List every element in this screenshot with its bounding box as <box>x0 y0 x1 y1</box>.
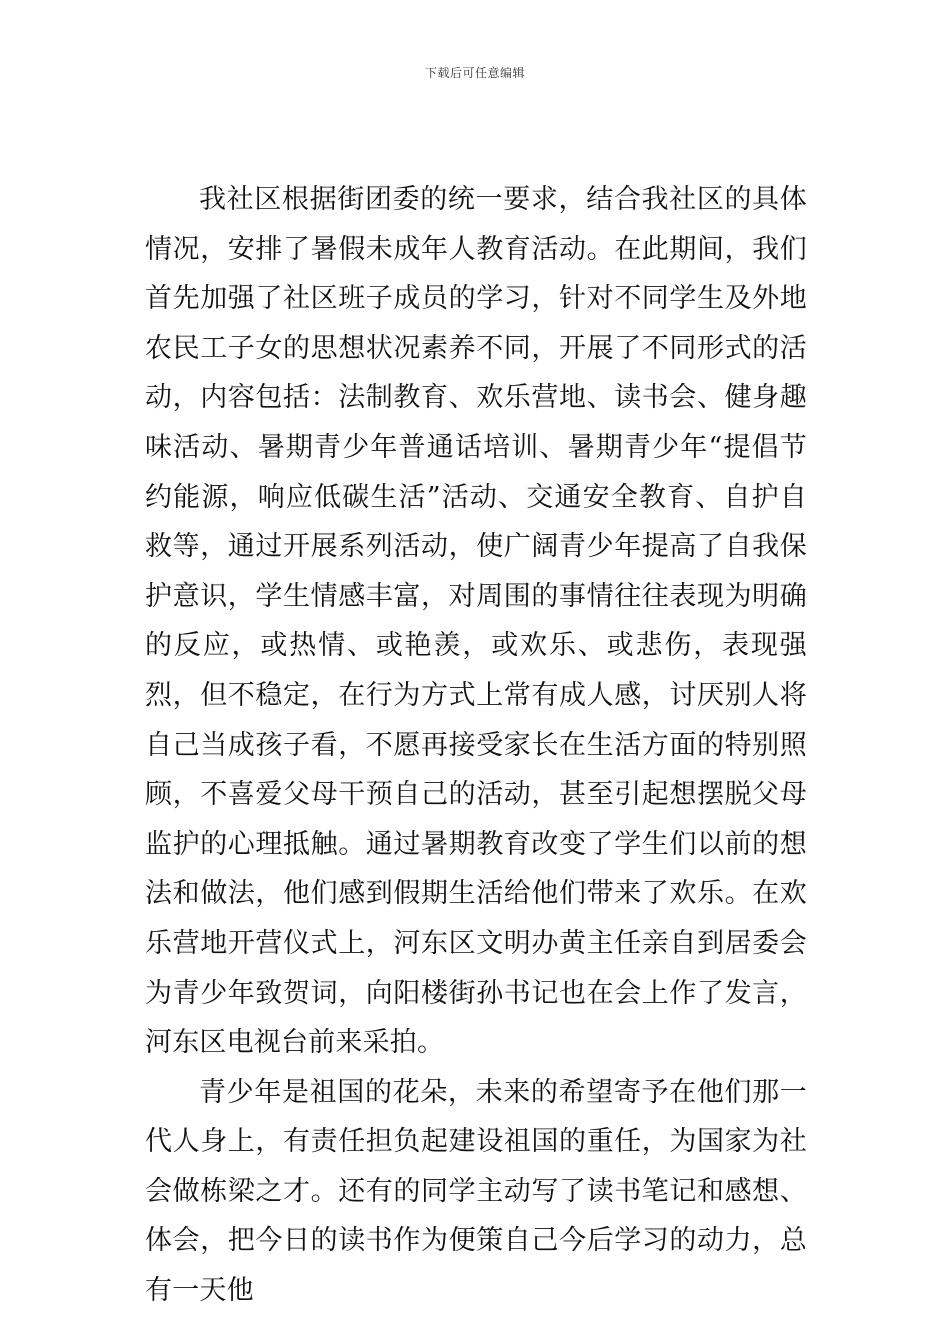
page-header: 下载后可任意编辑 <box>424 66 525 80</box>
document-body <box>145 175 807 1316</box>
paragraph-2: 青少年是祖国的花朵，未来的希望寄予在他们那一代人身上，有责任担负起建设祖国的重任，为国家为社会做栋梁之才。还有的同学主动写了读书笔记和感想、体会，把今日的读书作为便策自己今后学习的动力，总有一天他 <box>145 1076 807 1307</box>
paragraph-1: 我社区根据街团委的统一要求，结合我社区的具体情况，安排了暑假未成年人教育活动。在此期间，我们首先加强了社区班子成员的学习，针对不同学生及外地农民工子女的思想状况素养不同，开展了不同形式的活动，内容包括：法制教育、欢乐营地、读书会、健身趣味活动、暑期青少年普通话培训、暑期青少年“提倡节约能源，响应低碳生活”活动、交通安全教育、自护自救等，通过开展系列活动，使广阔青少年提高了自我保护意识，学生情感丰富，对周围的事情往往表现为明确的反应，或热情、或艳羡，或欢乐、或悲伤，表现强烈，但不稳定，在行为方式上常有成人感，讨厌别人将自己当成孩子看，不愿再接受家长在生活方面的特别照顾，不喜爱父母干预自己的活动，甚至引起想摆脱父母监护的心理抵触。通过暑期教育改变了学生们以前的想法和做法，他们感到假期生活给他们带来了欢乐。在欢乐营地开营仪式上，河东区文明办黄主任亲自到居委会为青少年致贺词，向阳楼街孙书记也在会上作了发言，河东区电视台前来采拍。 <box>145 184 807 1059</box>
